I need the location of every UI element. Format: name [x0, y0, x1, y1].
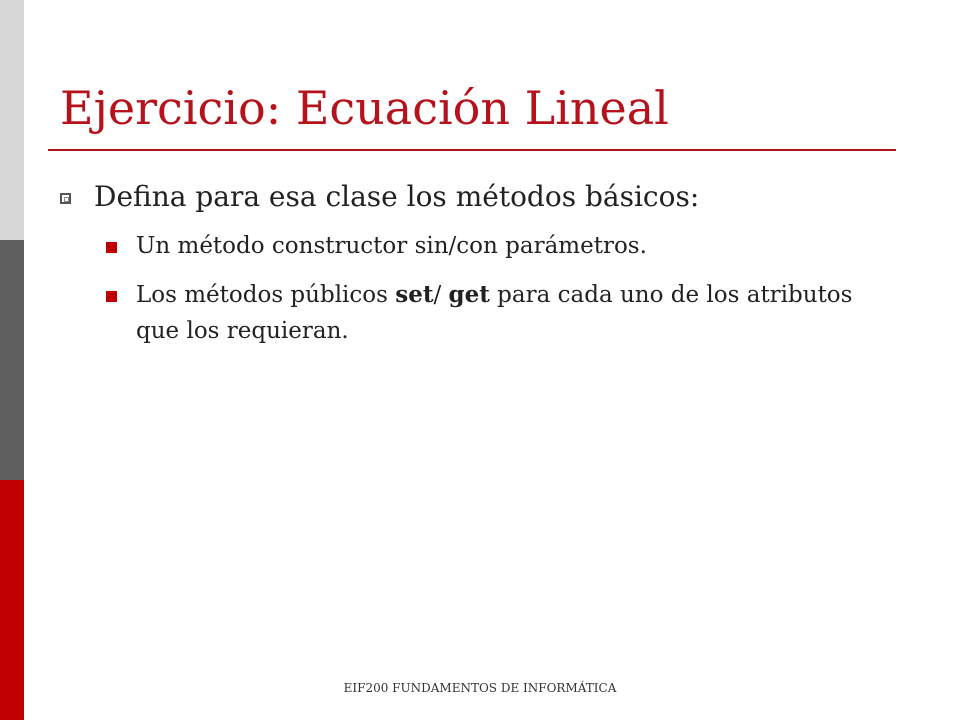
keyword-get: get: [448, 281, 490, 308]
sub-bullet-text-part: /: [433, 282, 449, 308]
filled-square-bullet-icon: [106, 291, 117, 302]
filled-square-bullet-icon: [106, 242, 117, 253]
sidebar-segment-light: [0, 0, 24, 240]
slide-title: Ejercicio: Ecuación Lineal: [60, 81, 669, 135]
sub-bullet-text-part: para cada uno de los atributos que los requieran.: [136, 282, 853, 344]
title-divider: [48, 149, 896, 151]
sub-bullet-text: [136, 277, 896, 349]
hollow-square-bullet-icon: [60, 193, 71, 204]
sidebar-segment-dark: [0, 240, 24, 480]
sub-bullet-text-part: Los métodos públicos: [136, 282, 396, 308]
slide-footer: EIF200 FUNDAMENTOS DE INFORMÁTICA: [343, 681, 617, 695]
sub-bullet-text: Un método constructor sin/con parámetros.: [136, 233, 647, 259]
sidebar-color-bar: [0, 0, 24, 720]
bullet-text: Defina para esa clase los métodos básicos:: [94, 180, 700, 213]
keyword-set: set: [395, 281, 434, 308]
